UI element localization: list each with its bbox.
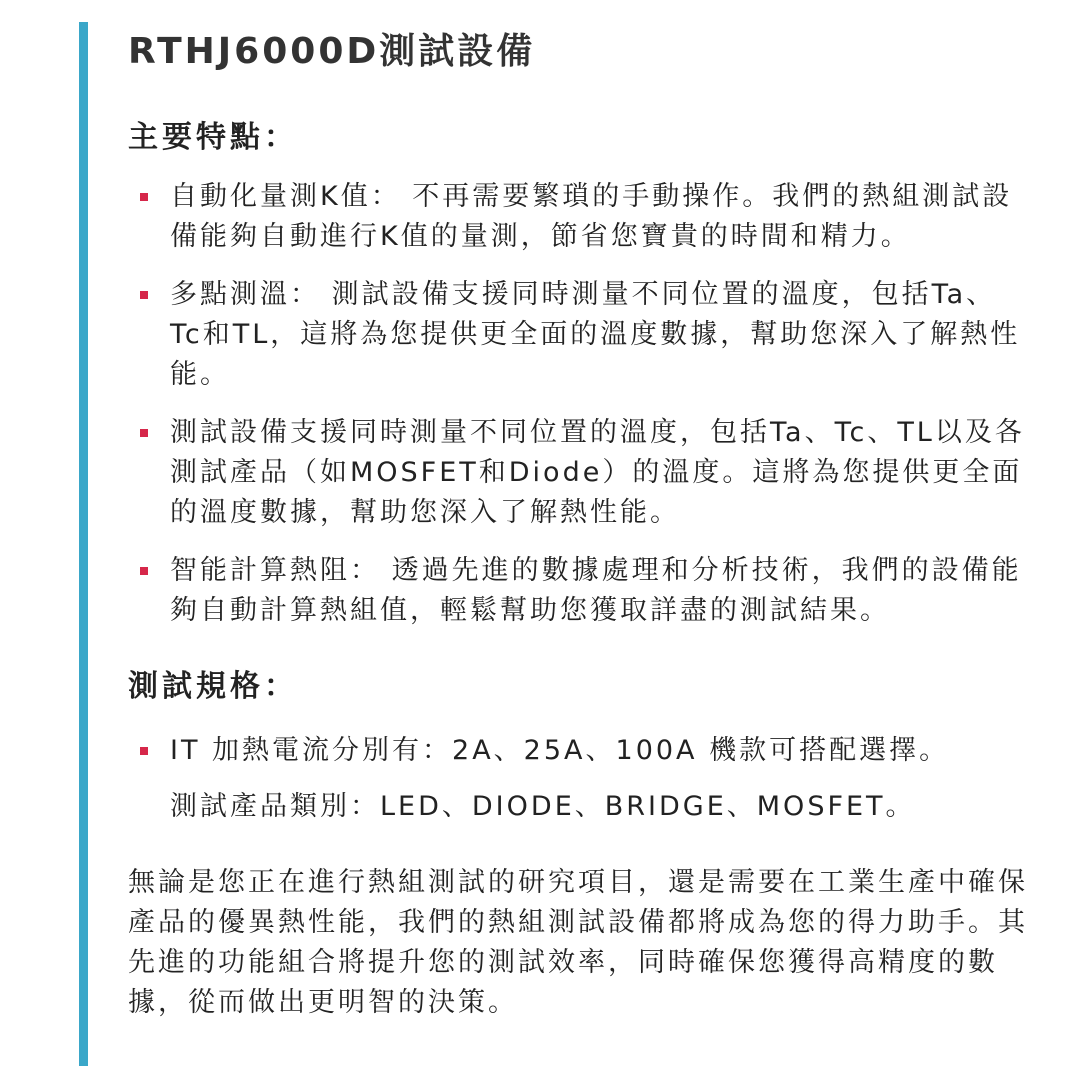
features-heading: 主要特點： <box>128 120 298 155</box>
page-title: RTHJ6000D測試設備 <box>128 31 536 72</box>
feature-item-auto-k <box>128 177 1028 257</box>
square-bullet-icon <box>140 193 148 201</box>
feature-text: 智能計算熱阻： 透過先進的數據處理和分析技術，我們的設備能夠自動計算熱組值，輕鬆幫助您獲取詳盡的測試結果。 <box>170 555 1022 626</box>
specs-heading: 測試規格： <box>128 669 298 704</box>
features-list <box>128 177 1028 631</box>
square-bullet-icon <box>140 291 148 299</box>
specs-list <box>128 731 1028 771</box>
spec-text: IT 加熱電流分別有：2A、25A、100A 機款可搭配選擇。 <box>170 735 950 766</box>
spec-product-categories: 測試產品類別：LED、DIODE、BRIDGE、MOSFET。 <box>170 791 916 822</box>
feature-text: 測試設備支援同時測量不同位置的溫度，包括Ta、Tc、TL以及各測試產品（如MOSFET和Diode）的溫度。這將為您提供更全面的溫度數據，幫助您深入了解熱性能。 <box>170 417 1025 528</box>
square-bullet-icon <box>140 429 148 437</box>
spec-item-heating-current <box>128 731 1028 771</box>
feature-item-thermal-resistance <box>128 551 1028 631</box>
feature-item-temperature-support <box>128 413 1028 533</box>
feature-text: 自動化量測K值： 不再需要繁瑣的手動操作。我們的熱組測試設備能夠自動進行K值的量測，節省您寶貴的時間和精力。 <box>170 181 1013 252</box>
feature-item-multi-point <box>128 275 1028 395</box>
closing-paragraph: 無論是您正在進行熱組測試的研究項目，還是需要在工業生產中確保產品的優異熱性能，我們的熱組測試設備都將成為您的得力助手。其先進的功能組合將提升您的測試效率，同時確保您獲得高精度的數據，從而做出更明智的決策。 <box>128 867 1028 1018</box>
feature-text: 多點測溫： 測試設備支援同時測量不同位置的溫度，包括Ta、Tc和TL，這將為您提供更全面的溫度數據，幫助您深入了解熱性能。 <box>170 279 1021 390</box>
square-bullet-icon <box>140 567 148 575</box>
accent-bar <box>79 22 88 1066</box>
square-bullet-icon <box>140 747 148 755</box>
document-content <box>128 22 1028 1023</box>
